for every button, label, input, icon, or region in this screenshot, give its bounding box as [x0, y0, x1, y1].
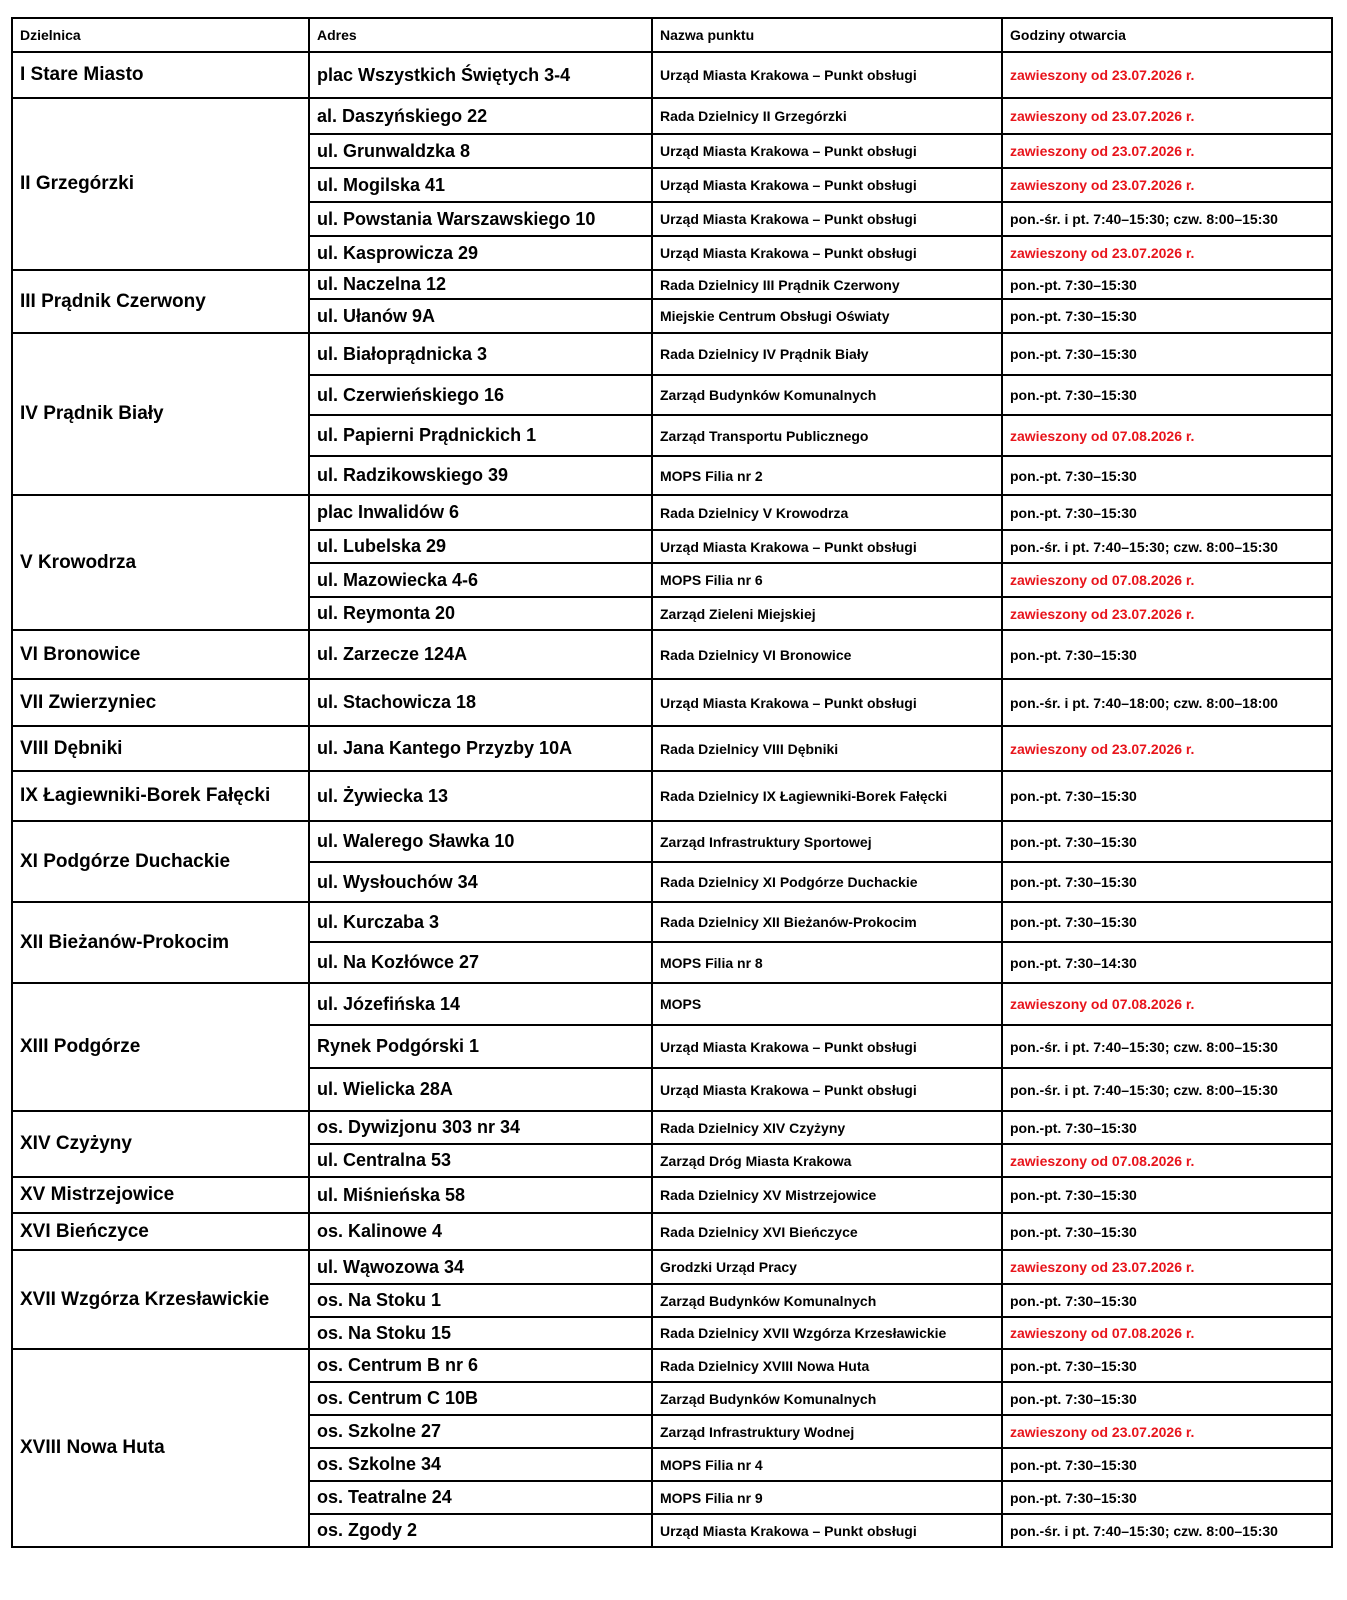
point-name-cell: Rada Dzielnicy IV Prądnik Biały — [652, 333, 1002, 375]
address-cell: ul. Czerwieńskiego 16 — [309, 375, 652, 415]
table-row — [12, 679, 1332, 726]
hours-cell: pon.-pt. 7:30–15:30 — [1002, 495, 1332, 530]
address-cell: ul. Walerego Sławka 10 — [309, 821, 652, 862]
address-cell: os. Teatralne 24 — [309, 1481, 652, 1514]
point-name-cell: Zarząd Transportu Publicznego — [652, 415, 1002, 456]
hours-cell: pon.-pt. 7:30–15:30 — [1002, 299, 1332, 333]
hours-cell-suspended: zawieszony od 07.08.2026 r. — [1002, 1144, 1332, 1177]
district-cell: XVIII Nowa Huta — [12, 1349, 309, 1547]
header-point-name: Nazwa punktu — [652, 18, 1002, 52]
table-body — [12, 52, 1332, 1547]
table-row — [12, 270, 1332, 299]
point-name-cell: Rada Dzielnicy XI Podgórze Duchackie — [652, 862, 1002, 902]
district-cell: III Prądnik Czerwony — [12, 270, 309, 333]
header-district: Dzielnica — [12, 18, 309, 52]
hours-cell-suspended: zawieszony od 23.07.2026 r. — [1002, 168, 1332, 202]
hours-cell-suspended: zawieszony od 07.08.2026 r. — [1002, 415, 1332, 456]
address-cell: ul. Wielicka 28A — [309, 1068, 652, 1111]
hours-cell: pon.-pt. 7:30–15:30 — [1002, 1481, 1332, 1514]
point-name-cell: Zarząd Infrastruktury Sportowej — [652, 821, 1002, 862]
address-cell: ul. Kurczaba 3 — [309, 902, 652, 942]
hours-cell: pon.-pt. 7:30–15:30 — [1002, 630, 1332, 679]
header-row — [12, 18, 1332, 52]
hours-cell-suspended: zawieszony od 23.07.2026 r. — [1002, 726, 1332, 771]
point-name-cell: Rada Dzielnicy VI Bronowice — [652, 630, 1002, 679]
point-name-cell: MOPS Filia nr 4 — [652, 1448, 1002, 1481]
address-cell: ul. Lubelska 29 — [309, 530, 652, 563]
point-name-cell: Rada Dzielnicy XVIII Nowa Huta — [652, 1349, 1002, 1382]
address-cell: ul. Reymonta 20 — [309, 597, 652, 630]
address-cell: ul. Kasprowicza 29 — [309, 236, 652, 270]
point-name-cell: Rada Dzielnicy XVI Bieńczyce — [652, 1213, 1002, 1250]
address-cell: Rynek Podgórski 1 — [309, 1025, 652, 1068]
point-name-cell: Rada Dzielnicy IX Łagiewniki-Borek Fałęcki — [652, 771, 1002, 821]
point-name-cell: Rada Dzielnicy XV Mistrzejowice — [652, 1177, 1002, 1213]
table-row — [12, 1250, 1332, 1284]
table-row — [12, 726, 1332, 771]
address-cell: os. Centrum C 10B — [309, 1382, 652, 1415]
table-row — [12, 98, 1332, 134]
hours-cell-suspended: zawieszony od 23.07.2026 r. — [1002, 597, 1332, 630]
district-cell: XV Mistrzejowice — [12, 1177, 309, 1213]
address-cell: plac Wszystkich Świętych 3-4 — [309, 52, 652, 98]
hours-cell: pon.-śr. i pt. 7:40–15:30; czw. 8:00–15:30 — [1002, 1068, 1332, 1111]
address-cell: os. Centrum B nr 6 — [309, 1349, 652, 1382]
district-cell: IV Prądnik Biały — [12, 333, 309, 495]
address-cell: ul. Papierni Prądnickich 1 — [309, 415, 652, 456]
table-row — [12, 630, 1332, 679]
hours-cell-suspended: zawieszony od 23.07.2026 r. — [1002, 98, 1332, 134]
hours-cell: pon.-pt. 7:30–15:30 — [1002, 1177, 1332, 1213]
address-cell: ul. Ułanów 9A — [309, 299, 652, 333]
address-cell: ul. Centralna 53 — [309, 1144, 652, 1177]
address-cell: os. Szkolne 27 — [309, 1415, 652, 1448]
point-name-cell: Zarząd Dróg Miasta Krakowa — [652, 1144, 1002, 1177]
district-cell: XIV Czyżyny — [12, 1111, 309, 1177]
address-cell: ul. Mogilska 41 — [309, 168, 652, 202]
hours-cell: pon.-śr. i pt. 7:40–15:30; czw. 8:00–15:30 — [1002, 530, 1332, 563]
point-name-cell: Rada Dzielnicy XVII Wzgórza Krzesławickie — [652, 1317, 1002, 1349]
point-name-cell: Zarząd Zieleni Miejskiej — [652, 597, 1002, 630]
point-name-cell: MOPS — [652, 983, 1002, 1025]
point-name-cell: Rada Dzielnicy III Prądnik Czerwony — [652, 270, 1002, 299]
table-row — [12, 1111, 1332, 1144]
table-row — [12, 983, 1332, 1025]
hours-cell: pon.-pt. 7:30–15:30 — [1002, 902, 1332, 942]
point-name-cell: Urząd Miasta Krakowa – Punkt obsługi — [652, 1514, 1002, 1547]
table-row — [12, 1213, 1332, 1250]
point-name-cell: Rada Dzielnicy V Krowodrza — [652, 495, 1002, 530]
address-cell: ul. Radzikowskiego 39 — [309, 456, 652, 495]
hours-cell: pon.-pt. 7:30–15:30 — [1002, 862, 1332, 902]
hours-cell: pon.-śr. i pt. 7:40–18:00; czw. 8:00–18:00 — [1002, 679, 1332, 726]
point-name-cell: Urząd Miasta Krakowa – Punkt obsługi — [652, 1025, 1002, 1068]
point-name-cell: Rada Dzielnicy XIV Czyżyny — [652, 1111, 1002, 1144]
district-cell: VI Bronowice — [12, 630, 309, 679]
point-name-cell: MOPS Filia nr 2 — [652, 456, 1002, 495]
hours-cell-suspended: zawieszony od 23.07.2026 r. — [1002, 134, 1332, 168]
hours-cell: pon.-pt. 7:30–15:30 — [1002, 821, 1332, 862]
hours-cell: pon.-śr. i pt. 7:40–15:30; czw. 8:00–15:30 — [1002, 1025, 1332, 1068]
hours-cell: pon.-pt. 7:30–15:30 — [1002, 270, 1332, 299]
hours-cell-suspended: zawieszony od 23.07.2026 r. — [1002, 1250, 1332, 1284]
table-row — [12, 902, 1332, 942]
point-name-cell: Urząd Miasta Krakowa – Punkt obsługi — [652, 530, 1002, 563]
service-points-table — [11, 17, 1333, 1548]
address-cell: al. Daszyńskiego 22 — [309, 98, 652, 134]
point-name-cell: MOPS Filia nr 8 — [652, 942, 1002, 983]
district-cell: II Grzegórzki — [12, 98, 309, 270]
hours-cell: pon.-pt. 7:30–14:30 — [1002, 942, 1332, 983]
hours-cell: pon.-pt. 7:30–15:30 — [1002, 375, 1332, 415]
table-row — [12, 1349, 1332, 1382]
address-cell: ul. Stachowicza 18 — [309, 679, 652, 726]
hours-cell: pon.-pt. 7:30–15:30 — [1002, 771, 1332, 821]
address-cell: ul. Józefińska 14 — [309, 983, 652, 1025]
hours-cell: pon.-pt. 7:30–15:30 — [1002, 456, 1332, 495]
point-name-cell: Miejskie Centrum Obsługi Oświaty — [652, 299, 1002, 333]
hours-cell: pon.-pt. 7:30–15:30 — [1002, 1382, 1332, 1415]
address-cell: ul. Miśnieńska 58 — [309, 1177, 652, 1213]
point-name-cell: Rada Dzielnicy VIII Dębniki — [652, 726, 1002, 771]
address-cell: ul. Wąwozowa 34 — [309, 1250, 652, 1284]
point-name-cell: Zarząd Budynków Komunalnych — [652, 1284, 1002, 1317]
district-cell: XII Bieżanów-Prokocim — [12, 902, 309, 983]
point-name-cell: Zarząd Budynków Komunalnych — [652, 375, 1002, 415]
hours-cell: pon.-pt. 7:30–15:30 — [1002, 1349, 1332, 1382]
point-name-cell: Urząd Miasta Krakowa – Punkt obsługi — [652, 236, 1002, 270]
table-row — [12, 52, 1332, 98]
table-row — [12, 771, 1332, 821]
address-cell: ul. Zarzecze 124A — [309, 630, 652, 679]
district-cell: VII Zwierzyniec — [12, 679, 309, 726]
district-cell: V Krowodrza — [12, 495, 309, 630]
address-cell: os. Dywizjonu 303 nr 34 — [309, 1111, 652, 1144]
address-cell: ul. Na Kozłówce 27 — [309, 942, 652, 983]
address-cell: ul. Białoprądnicka 3 — [309, 333, 652, 375]
point-name-cell: Urząd Miasta Krakowa – Punkt obsługi — [652, 52, 1002, 98]
point-name-cell: Grodzki Urząd Pracy — [652, 1250, 1002, 1284]
address-cell: os. Na Stoku 15 — [309, 1317, 652, 1349]
point-name-cell: Urząd Miasta Krakowa – Punkt obsługi — [652, 202, 1002, 236]
point-name-cell: Urząd Miasta Krakowa – Punkt obsługi — [652, 168, 1002, 202]
header-address: Adres — [309, 18, 652, 52]
hours-cell-suspended: zawieszony od 07.08.2026 r. — [1002, 1317, 1332, 1349]
hours-cell: pon.-śr. i pt. 7:40–15:30; czw. 8:00–15:30 — [1002, 1514, 1332, 1547]
address-cell: os. Zgody 2 — [309, 1514, 652, 1547]
point-name-cell: MOPS Filia nr 9 — [652, 1481, 1002, 1514]
hours-cell: pon.-pt. 7:30–15:30 — [1002, 1448, 1332, 1481]
hours-cell: pon.-pt. 7:30–15:30 — [1002, 1111, 1332, 1144]
table-row — [12, 333, 1332, 375]
hours-cell: pon.-pt. 7:30–15:30 — [1002, 1213, 1332, 1250]
point-name-cell: MOPS Filia nr 6 — [652, 563, 1002, 597]
address-cell: ul. Naczelna 12 — [309, 270, 652, 299]
address-cell: os. Szkolne 34 — [309, 1448, 652, 1481]
header-opening-hours: Godziny otwarcia — [1002, 18, 1332, 52]
address-cell: ul. Jana Kantego Przyzby 10A — [309, 726, 652, 771]
hours-cell: pon.-śr. i pt. 7:40–15:30; czw. 8:00–15:30 — [1002, 202, 1332, 236]
district-cell: XVII Wzgórza Krzesławickie — [12, 1250, 309, 1349]
hours-cell: pon.-pt. 7:30–15:30 — [1002, 333, 1332, 375]
address-cell: os. Kalinowe 4 — [309, 1213, 652, 1250]
hours-cell-suspended: zawieszony od 07.08.2026 r. — [1002, 563, 1332, 597]
address-cell: plac Inwalidów 6 — [309, 495, 652, 530]
district-cell: IX Łagiewniki-Borek Fałęcki — [12, 771, 309, 821]
address-cell: ul. Powstania Warszawskiego 10 — [309, 202, 652, 236]
point-name-cell: Urząd Miasta Krakowa – Punkt obsługi — [652, 134, 1002, 168]
hours-cell-suspended: zawieszony od 23.07.2026 r. — [1002, 52, 1332, 98]
district-cell: XVI Bieńczyce — [12, 1213, 309, 1250]
address-cell: os. Na Stoku 1 — [309, 1284, 652, 1317]
point-name-cell: Urząd Miasta Krakowa – Punkt obsługi — [652, 1068, 1002, 1111]
table-row — [12, 821, 1332, 862]
address-cell: ul. Grunwaldzka 8 — [309, 134, 652, 168]
district-cell: VIII Dębniki — [12, 726, 309, 771]
point-name-cell: Zarząd Infrastruktury Wodnej — [652, 1415, 1002, 1448]
point-name-cell: Zarząd Budynków Komunalnych — [652, 1382, 1002, 1415]
district-cell: XI Podgórze Duchackie — [12, 821, 309, 902]
address-cell: ul. Wysłouchów 34 — [309, 862, 652, 902]
address-cell: ul. Mazowiecka 4-6 — [309, 563, 652, 597]
point-name-cell: Rada Dzielnicy XII Bieżanów-Prokocim — [652, 902, 1002, 942]
hours-cell-suspended: zawieszony od 07.08.2026 r. — [1002, 983, 1332, 1025]
district-cell: I Stare Miasto — [12, 52, 309, 98]
table-row — [12, 1177, 1332, 1213]
point-name-cell: Urząd Miasta Krakowa – Punkt obsługi — [652, 679, 1002, 726]
district-cell: XIII Podgórze — [12, 983, 309, 1111]
hours-cell: pon.-pt. 7:30–15:30 — [1002, 1284, 1332, 1317]
address-cell: ul. Żywiecka 13 — [309, 771, 652, 821]
hours-cell-suspended: zawieszony od 23.07.2026 r. — [1002, 236, 1332, 270]
table-row — [12, 495, 1332, 530]
point-name-cell: Rada Dzielnicy II Grzegórzki — [652, 98, 1002, 134]
hours-cell-suspended: zawieszony od 23.07.2026 r. — [1002, 1415, 1332, 1448]
